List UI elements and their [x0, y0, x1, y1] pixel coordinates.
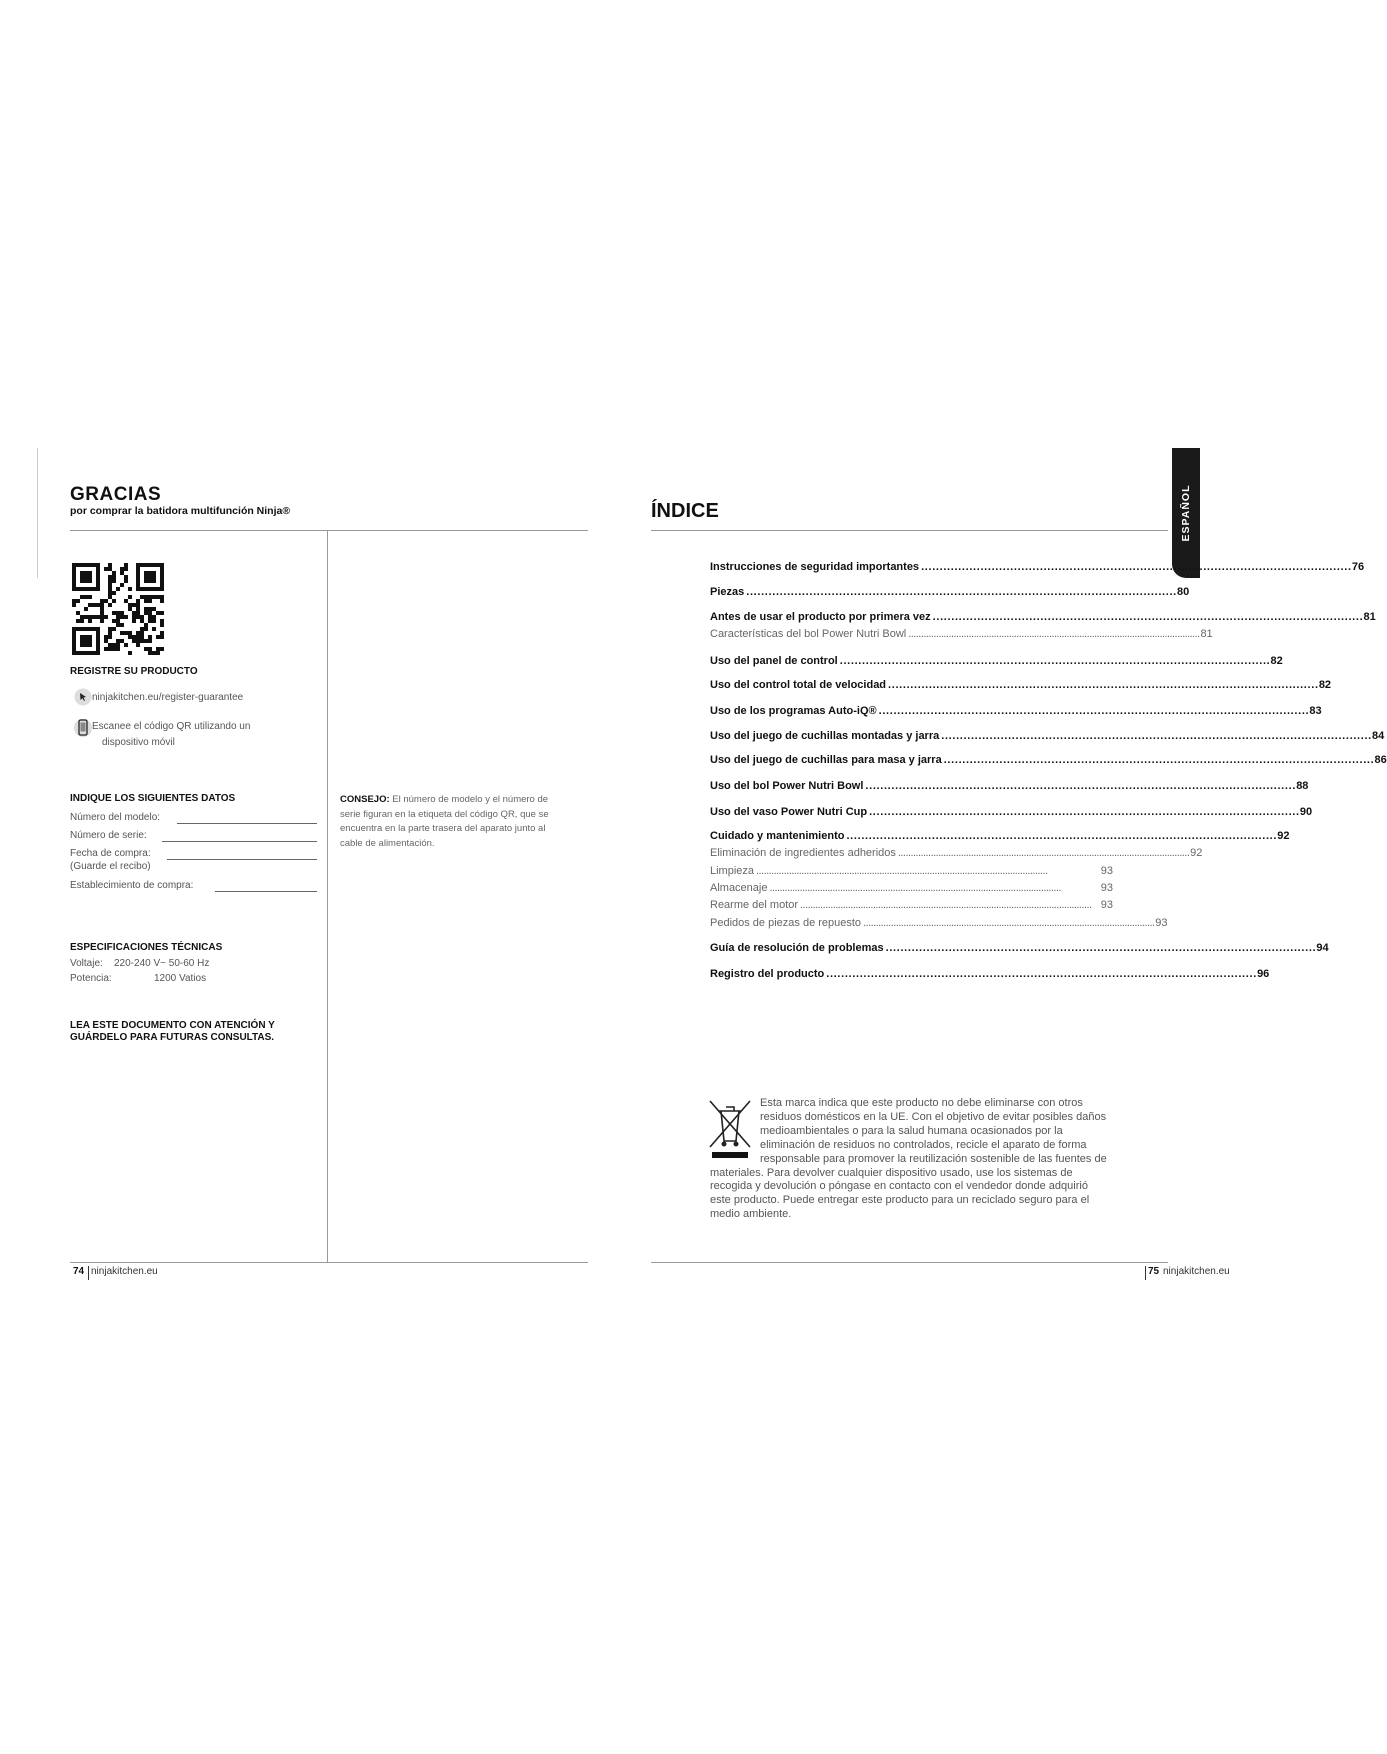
specs-heading: ESPECIFICACIONES TÉCNICAS: [70, 942, 223, 953]
toc-entry-title: Uso del control total de velocidad: [710, 679, 887, 691]
warning-text-cont: GUÁRDELO PARA FUTURAS CONSULTAS.: [70, 1032, 275, 1043]
register-heading: REGISTRE SU PRODUCTO: [70, 666, 198, 677]
model-number-field[interactable]: [177, 823, 317, 824]
toc-entry-title: Uso del bol Power Nutri Bowl: [710, 780, 864, 792]
toc-subentry[interactable]: [710, 628, 1213, 644]
toc-entry-page: 83: [1309, 705, 1322, 717]
toc-entry-title: Antes de usar el producto por primera vez: [710, 611, 931, 623]
power-value: 1200 Vatios: [154, 973, 207, 984]
toc-entry[interactable]: [710, 586, 1190, 602]
divider: [70, 530, 588, 531]
toc-entry-page: 90: [1299, 806, 1313, 818]
toc-entry-title: Instrucciones de seguridad importantes: [710, 561, 920, 573]
toc-entry-title: Registro del producto: [710, 968, 825, 980]
toc-entry-title: Uso del juego de cuchillas para masa y jarra: [710, 754, 942, 766]
toc-entry-title: Uso de los programas Auto-iQ®: [710, 705, 877, 717]
toc-entry-page: 93: [1100, 865, 1113, 877]
serial-number-field[interactable]: [162, 841, 317, 842]
toc-leader-dots: [908, 628, 1198, 640]
toc-entry-title: Uso del juego de cuchillas montadas y jarra: [710, 730, 940, 742]
toc-leader-dots: [944, 754, 1373, 766]
toc-entry-page: 76: [1351, 561, 1365, 573]
toc-entry[interactable]: [710, 968, 1270, 984]
divider: [651, 1262, 1168, 1263]
weee-notice-text: Esta marca indica que este producto no debe eliminarse con otros residuos domésticos en la UE. Con el objetivo de evitar posibles daños medioambientales o para la salud humana ocasionados por la eliminación de residuos no controlados, recicle el aparato de forma responsable para promover la reutilización sostenible de las fuentes de materiales. Para devolver cualquier dispositivo usado, use los sistemas de recogida y devolución o póngase en contacto con el vendedor donde adquirió este producto. Puede entregar este producto para un reciclado seguro para el medio ambiente.: [710, 1097, 1107, 1221]
warning-text: LEA ESTE DOCUMENTO CON ATENCIÓN Y: [70, 1020, 275, 1031]
toc-entry[interactable]: [710, 754, 1387, 770]
toc-subentry[interactable]: [710, 847, 1203, 863]
toc-entry-title: Guía de resolución de problemas: [710, 942, 884, 954]
toc-entry-page: 81: [1363, 611, 1376, 623]
toc-entry[interactable]: [710, 655, 1283, 671]
tip-label: CONSEJO:: [340, 794, 390, 805]
toc-entry-title: Piezas: [710, 586, 745, 598]
toc-entry[interactable]: [710, 830, 1290, 846]
toc-leader-dots: [921, 561, 1350, 573]
toc-subentry[interactable]: [710, 917, 1168, 933]
qr-code-icon[interactable]: [72, 563, 164, 655]
serial-number-label: Número de serie:: [70, 830, 147, 841]
toc-entry-page: 81: [1200, 628, 1213, 640]
language-tab-label: ESPAÑOL: [1180, 484, 1192, 542]
toc-entry[interactable]: [710, 806, 1313, 822]
toc-leader-dots: [756, 865, 1099, 877]
toc-entry-page: 93: [1100, 882, 1113, 894]
toc-entry-title: Uso del vaso Power Nutri Cup: [710, 806, 868, 818]
toc-entry[interactable]: [710, 942, 1329, 958]
toc-leader-dots: [898, 847, 1188, 859]
page-title: ÍNDICE: [651, 500, 719, 522]
toc-entry-title: Cuidado y mantenimiento: [710, 830, 845, 842]
power-label: Potencia:: [70, 973, 112, 984]
footer-website[interactable]: ninjakitchen.eu: [91, 1266, 158, 1277]
footer-separator: [1145, 1266, 1146, 1280]
toc-entry-page: 96: [1257, 968, 1270, 980]
footer-separator: [88, 1266, 89, 1280]
toc-leader-dots: [888, 679, 1317, 691]
purchase-date-label: Fecha de compra:: [70, 848, 151, 859]
toc-entry-page: 84: [1372, 730, 1385, 742]
weee-notice: [710, 1097, 1110, 1222]
toc-leader-dots: [865, 780, 1294, 792]
toc-entry-title: Uso del panel de control: [710, 655, 838, 667]
toc-leader-dots: [769, 882, 1098, 894]
toc-entry-page: 80: [1177, 586, 1190, 598]
footer-website[interactable]: ninjakitchen.eu: [1163, 1266, 1230, 1277]
divider: [651, 530, 1168, 531]
toc-leader-dots: [941, 730, 1370, 742]
toc-entry-page: 88: [1296, 780, 1309, 792]
page-number: 75: [1148, 1266, 1160, 1277]
tip-text: El número de modelo y el número de serie figuran en la etiqueta del código QR, que se encuentra en la parte trasera del aparato junto al cable de alimentación.: [340, 794, 549, 849]
toc-leader-dots: [886, 942, 1315, 954]
purchase-date-field[interactable]: [167, 859, 317, 860]
toc-subentry[interactable]: [710, 882, 1113, 898]
toc-subentry[interactable]: [710, 865, 1113, 881]
qr-instruction-cont: dispositivo móvil: [102, 737, 175, 748]
page-edge-line: [37, 448, 38, 578]
mouse-click-icon: [74, 688, 92, 706]
toc-entry-page: 86: [1374, 754, 1387, 766]
toc-entry[interactable]: [710, 730, 1385, 746]
column-divider: [327, 530, 328, 1262]
toc-entry-title: Características del bol Power Nutri Bowl: [710, 628, 907, 640]
store-label: Establecimiento de compra:: [70, 880, 194, 891]
toc-leader-dots: [840, 655, 1269, 667]
store-field[interactable]: [215, 891, 317, 892]
toc-entry[interactable]: [710, 611, 1376, 627]
page-title: GRACIAS: [70, 484, 162, 505]
toc-leader-dots: [933, 611, 1362, 623]
toc-leader-dots: [869, 806, 1298, 818]
language-tab: [1172, 448, 1200, 578]
toc-entry-title: Rearme del motor: [710, 899, 799, 911]
toc-leader-dots: [863, 917, 1153, 929]
voltage-value: 220-240 V~ 50-60 Hz: [114, 958, 210, 969]
toc-entry-page: 93: [1100, 899, 1113, 911]
tip-box: [340, 793, 570, 851]
toc-entry-title: Pedidos de piezas de repuesto: [710, 917, 862, 929]
toc-entry-title: Eliminación de ingredientes adheridos: [710, 847, 896, 859]
toc-entry-page: 92: [1190, 847, 1203, 859]
toc-leader-dots: [746, 586, 1175, 598]
toc-leader-dots: [879, 705, 1308, 717]
toc-leader-dots: [846, 830, 1275, 842]
page-number: 74: [73, 1266, 85, 1277]
toc-entry[interactable]: [710, 679, 1332, 695]
divider: [70, 1262, 588, 1263]
page-subtitle: por comprar la batidora multifunción Ninja®: [70, 505, 291, 517]
voltage-label: Voltaje:: [70, 958, 103, 969]
toc-entry-page: 94: [1316, 942, 1329, 954]
toc-subentry[interactable]: [710, 899, 1113, 915]
toc-leader-dots: [826, 968, 1255, 980]
toc-entry-title: Almacenaje: [710, 882, 768, 894]
toc-entry[interactable]: [710, 780, 1309, 796]
model-number-label: Número del modelo:: [70, 812, 161, 823]
toc-entry[interactable]: [710, 561, 1365, 577]
toc-leader-dots: [800, 899, 1099, 911]
toc-entry-page: 93: [1155, 917, 1168, 929]
toc-entry-page: 92: [1277, 830, 1290, 842]
toc-entry[interactable]: [710, 705, 1322, 721]
details-heading: INDIQUE LOS SIGUIENTES DATOS: [70, 793, 236, 804]
register-url[interactable]: ninjakitchen.eu/register-guarantee: [92, 692, 244, 703]
toc-entry-page: 82: [1318, 679, 1332, 691]
smartphone-icon: [74, 717, 92, 739]
toc-entry-page: 82: [1270, 655, 1283, 667]
qr-instruction: Escanee el código QR utilizando un: [92, 721, 251, 732]
receipt-note: (Guarde el recibo): [70, 861, 151, 872]
toc-entry-title: Limpieza: [710, 865, 755, 877]
